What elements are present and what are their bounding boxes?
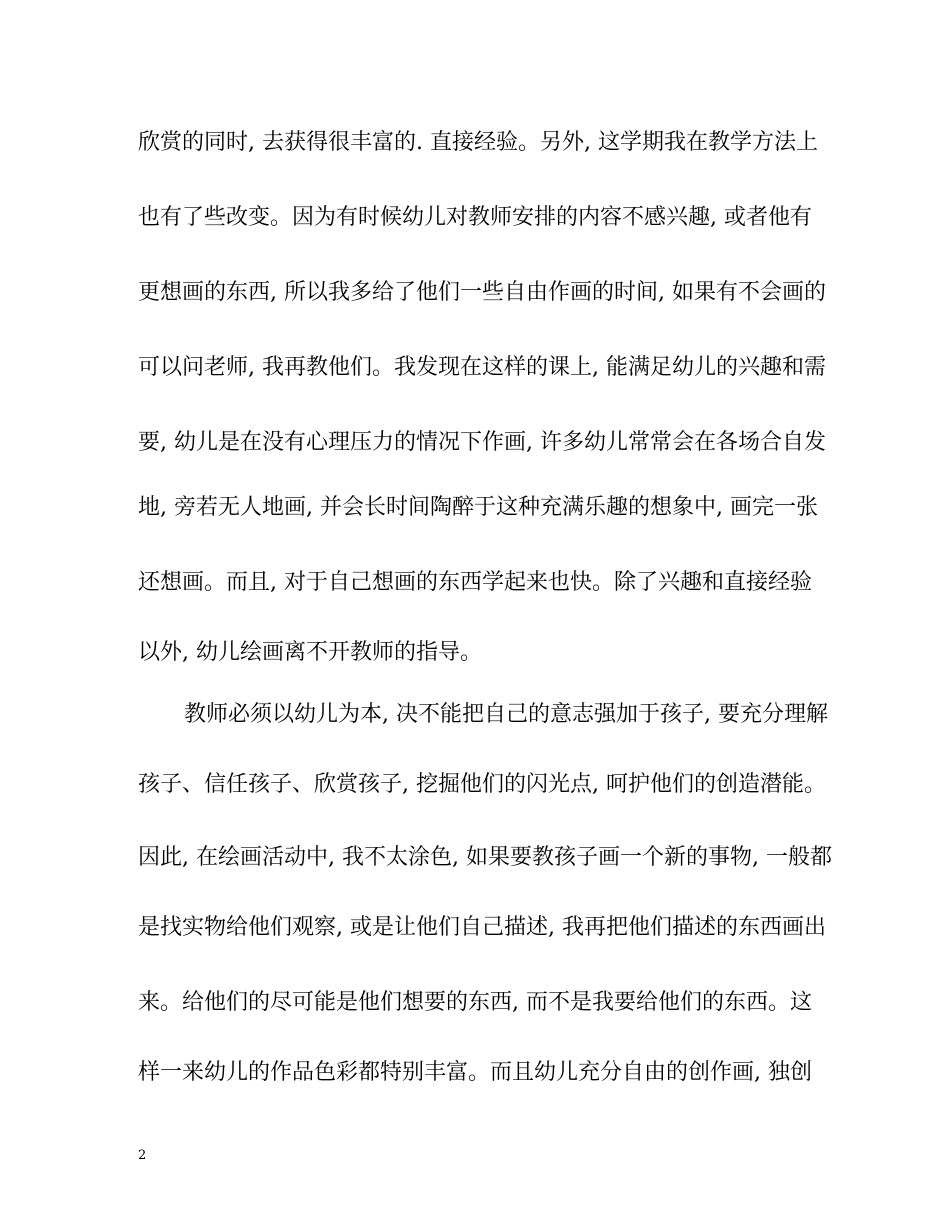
text-line: 更想画的东西, 所以我多给了他们一些自由作画的时间, 如果有不会画的 — [138, 280, 826, 305]
text-line: 也有了些改变。因为有时候幼儿对教师安排的内容不感兴趣, 或者他有 — [138, 205, 812, 230]
text-line: 以外, 幼儿绘画离不开教师的指导。 — [138, 640, 482, 665]
text-line: 来。给他们的尽可能是他们想要的东西, 而不是我要给他们的东西。这 — [138, 990, 812, 1015]
text-line: 孩子、信任孩子、欣赏孩子, 挖掘他们的闪光点, 呵护他们的创造潜能。 — [138, 772, 826, 797]
text-line: 可以问老师, 我再教他们。我发现在这样的课上, 能满足幼儿的兴趣和需 — [138, 355, 826, 380]
text-line: 因此, 在绘画活动中, 我不太涂色, 如果要教孩子画一个新的事物, 一般都 — [138, 845, 832, 870]
text-line: 欣赏的同时, 去获得很丰富的. 直接经验。另外, 这学期我在教学方法上 — [138, 130, 818, 155]
text-line: 是找实物给他们观察, 或是让他们自己描述, 我再把他们描述的东西画出 — [138, 915, 826, 940]
text-line: 地, 旁若无人地画, 并会长时间陶醉于这种充满乐趣的想象中, 画完一张 — [138, 495, 818, 520]
paragraph-first-line: 教师必须以幼儿为本, 决不能把自己的意志强加于孩子, 要充分理解 — [184, 702, 828, 727]
text-line: 还想画。而且, 对于自己想画的东西学起来也快。除了兴趣和直接经验 — [138, 570, 812, 595]
page-number: 2 — [138, 1148, 147, 1163]
text-line: 样一来幼儿的作品色彩都特别丰富。而且幼儿充分自由的创作画, 独创 — [138, 1060, 812, 1085]
text-line: 要, 幼儿是在没有心理压力的情况下作画, 许多幼儿常常会在各场合自发 — [138, 430, 826, 455]
